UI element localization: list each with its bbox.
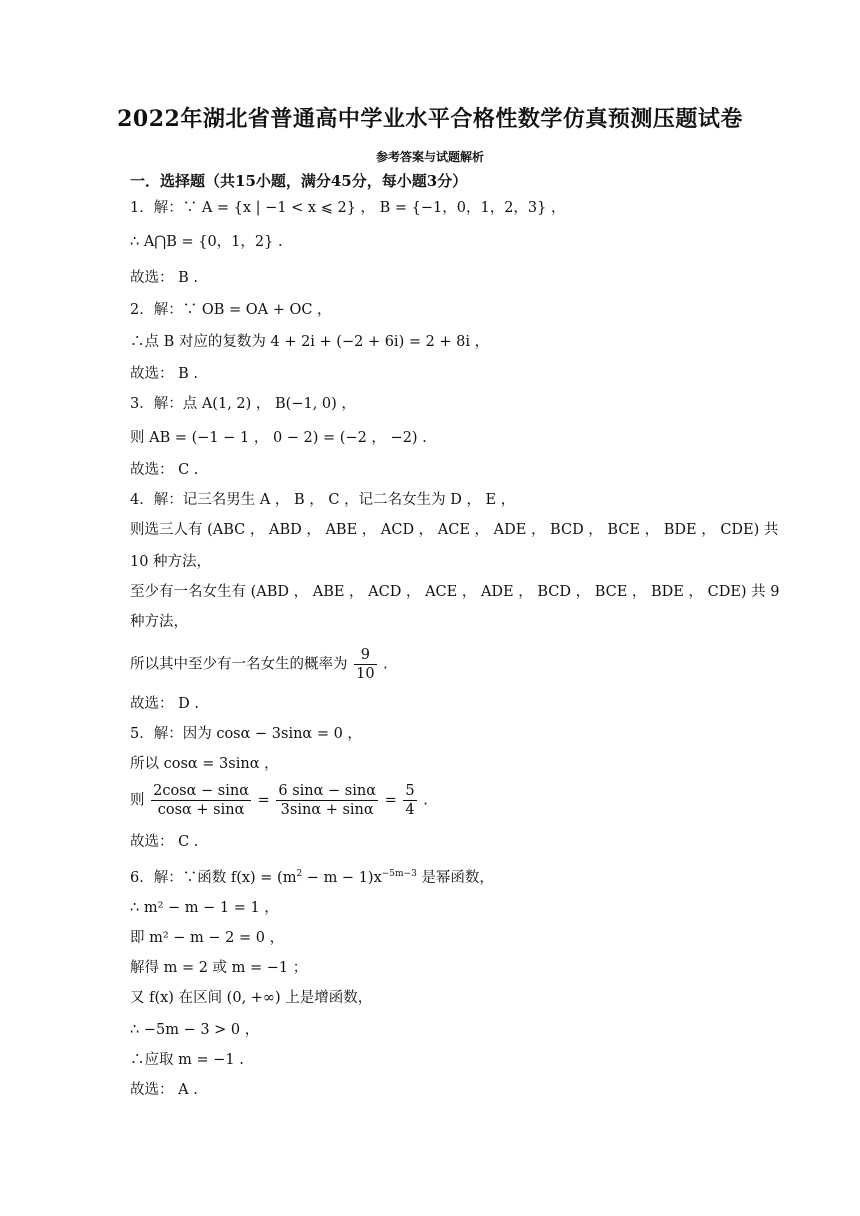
fraction-2-denominator: 3sinα + sinα: [280, 802, 374, 818]
document-subtitle: 参考答案与试题解析: [375, 150, 484, 164]
q6-line-6: ∴ −5m − 3 > 0 ，: [130, 1022, 260, 1038]
fraction-1-denominator: cosα + sinα: [157, 802, 245, 818]
fraction-2-numerator: 6 sinα − sinα: [278, 783, 376, 799]
q1-answer: 故选： B .: [130, 270, 198, 286]
section-heading: 一．选择题（共15小题，满分45分，每小题3分）: [130, 172, 468, 190]
q2-line-2: ∴点 B 对应的复数为 4 + 2i + (−2 + 6i) = 2 + 8i ，: [130, 334, 490, 350]
fraction-3-denominator: 4: [405, 802, 415, 818]
q6-line-3: 即 m² − m − 2 = 0 ，: [130, 930, 285, 946]
q5-line-3: [130, 782, 428, 819]
q4-line-2: 则选三人有 (ABC ， ABD ， ABE ， ACD ， ACE ， ADE ， BCD ， BCE ， BDE ， CDE) 共: [130, 522, 779, 538]
q3-line-2: 则 AB = (−1 − 1 ， 0 − 2) = (−2 ， −2) .: [130, 430, 427, 446]
fraction-1: [151, 782, 251, 819]
q4-line-5: 种方法，: [130, 614, 188, 630]
fraction-1-numerator: 2cosα − sinα: [153, 783, 249, 799]
q2-answer: 故选： B .: [130, 366, 198, 382]
q5-line-2: 所以 cosα = 3sinα ，: [130, 756, 279, 772]
q6-answer: 故选： A .: [130, 1082, 198, 1098]
q4-line-4: 至少有一名女生有 (ABD ， ABE ， ACD ， ACE ， ADE ， BCD ， BCE ， BDE ， CDE) 共 9: [130, 584, 780, 600]
fraction-3-numerator: 5: [405, 783, 415, 799]
q5-answer: 故选： C .: [130, 834, 199, 850]
q4-line-3: 10 种方法，: [130, 554, 212, 570]
q4-line-1: 4．解：记三名男生 A ， B ， C ，记二名女生为 D ， E ，: [130, 492, 516, 508]
q6-line-1-middle: − m − 1)x: [302, 869, 382, 886]
q6-line-7: ∴应取 m = −1 .: [130, 1052, 244, 1068]
q6-line-4: 解得 m = 2 或 m = −1 ；: [130, 960, 308, 976]
q6-line-1-end: 是幂函数，: [416, 869, 494, 886]
q3-line-1: 3．解：点 A(1, 2) ， B(−1, 0) ，: [130, 396, 356, 412]
q5-line-3-text: 则: [130, 792, 145, 809]
equals-sign-1: =: [257, 792, 275, 809]
fraction-2: [276, 782, 378, 819]
q6-line-1-start: 6．解：∵函数 f(x) = (m: [130, 869, 297, 886]
q5-line-3-end: .: [423, 792, 428, 809]
q6-line-1: [130, 864, 494, 888]
q2-line-1: 2．解：∵ OB = OA + OC ，: [130, 302, 332, 318]
q4-answer: 故选： D .: [130, 696, 199, 712]
fraction-3: [403, 782, 416, 819]
exponent-2: 2: [296, 869, 303, 879]
q6-line-5: 又 f(x) 在区间 (0, +∞) 上是增函数，: [130, 990, 373, 1006]
exponent-power: −5m−3: [381, 869, 417, 879]
q6-line-2: ∴ m² − m − 1 = 1 ，: [130, 900, 279, 916]
equals-sign-2: =: [384, 792, 402, 809]
q3-answer: 故选： C .: [130, 462, 199, 478]
q4-line-6: [130, 646, 388, 683]
fraction-denominator: 10: [356, 666, 375, 682]
q1-line-2: ∴ A⋂B = {0，1，2} .: [130, 234, 283, 250]
probability-fraction: [354, 646, 376, 683]
document-title: 2022年湖北省普通高中学业水平合格性数学仿真预测压题试卷: [117, 106, 743, 132]
q5-line-1: 5．解：因为 cosα − 3sinα = 0 ，: [130, 726, 362, 742]
fraction-numerator: 9: [354, 646, 376, 665]
q4-line-6-text: 所以其中至少有一名女生的概率为: [130, 656, 348, 673]
q1-line-1: 1．解：∵ A = {x | −1 < x ⩽ 2} ， B = {−1，0，1，2，3} ，: [130, 200, 566, 216]
q4-line-6-end: .: [383, 656, 388, 673]
